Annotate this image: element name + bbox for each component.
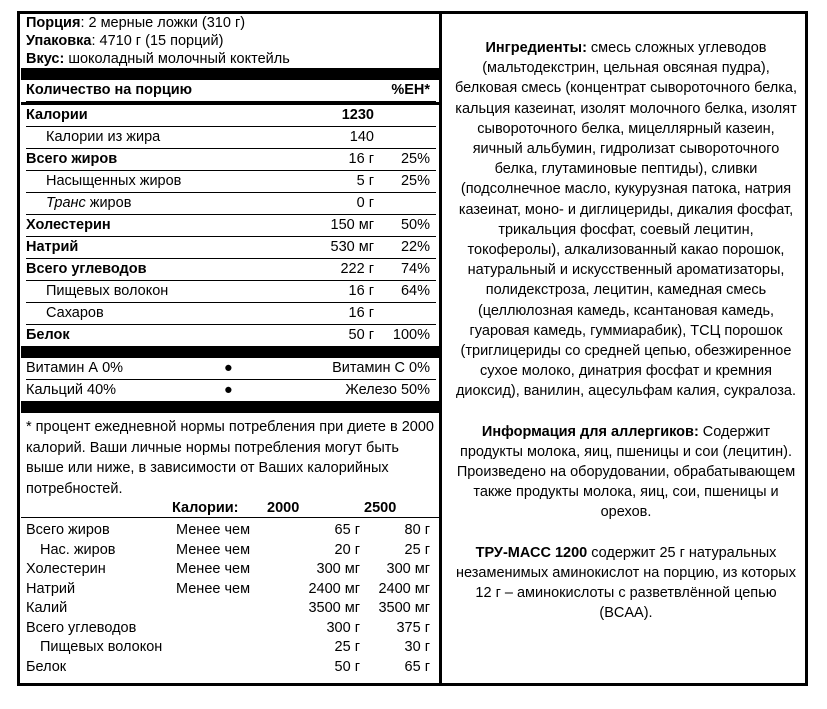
fact-value: 222 г	[340, 261, 374, 277]
daily-value-2000: 3500 мг	[308, 600, 360, 616]
fact-row-protein	[26, 325, 436, 346]
daily-value-2000: 300 г	[326, 619, 360, 636]
daily-condition: Менее чем	[176, 580, 251, 597]
portion-line	[26, 14, 436, 32]
fact-label: Пищевых волокон	[46, 283, 169, 299]
daily-name: Всего жиров	[26, 522, 110, 538]
daily-value-2000: 20 г	[334, 541, 360, 558]
amount-label: Количество на порцию	[26, 82, 193, 98]
daily-name: Всего углеводов	[26, 619, 137, 636]
fact-value: 16 г	[348, 283, 374, 299]
en-label: %ЕН*	[391, 82, 430, 98]
fact-label: Сахаров	[46, 305, 104, 321]
fact-row-calories	[26, 105, 436, 127]
ingredients-text: смесь сложных углеводов (мальтодекстрин, цельная овсяная пудра), белковая смесь (концентрат сывороточного белка, кальция казеинат, изолят молочного белка, изолят сывороточного белка, мицеллярный казеин, яичный альбумин, гидролизат сывороточного белка, глутаминовые пептиды), сливки (подсолнечное масло, кукурузная патока, натрия казеинат, моно- и диглицериды, дикалия фосфат, трикальция фосфат, соевый лецитин, токоферолы), алкализованный какао порошок, натуральный и искусственный ароматизаторы, полидекстроза, лецитин, камедная смесь (целлюлозная камедь, ксантановая камедь, гуаровая камедь, гуммиарабик), ТСЦ порошок (триглицериды со средней цепью, обезжиренное сухое молоко, динатрия фосфат и кремния диоксид), ванилин, ацесульфам калия, сукралоза.	[454, 40, 798, 400]
daily-value-2000: 50 г	[334, 658, 360, 675]
daily-name: Натрий	[26, 580, 76, 597]
fact-label: Всего углеводов	[26, 261, 147, 277]
fact-row-cholesterol	[26, 215, 436, 237]
allergy-paragraph	[452, 422, 800, 523]
daily-name: Белок	[26, 658, 67, 675]
daily-row	[26, 619, 436, 639]
daily-name: Калий	[26, 600, 68, 616]
product-name: ТРУ-МАСС 1200	[475, 544, 588, 561]
fact-label: Всего жиров	[26, 151, 118, 167]
thick-separator	[21, 401, 441, 413]
fact-label: Калории из жира	[46, 129, 161, 145]
daily-value-2500: 375 г	[396, 619, 430, 636]
ingredients-panel	[452, 38, 800, 643]
fact-row-total-fat	[26, 149, 436, 171]
daily-row	[26, 521, 436, 541]
daily-row	[26, 560, 436, 580]
fact-pct: 50%	[400, 217, 430, 233]
daily-table	[26, 521, 436, 677]
fact-pct: 100%	[392, 327, 430, 343]
fact-value: 1230	[341, 107, 374, 123]
col-2500: 2500	[364, 500, 397, 516]
col-2000: 2000	[267, 500, 300, 516]
fact-value: 530 мг	[330, 239, 374, 255]
daily-row	[26, 638, 436, 658]
fact-pct: 25%	[400, 173, 430, 189]
daily-name: Холестерин	[26, 561, 106, 577]
fact-row-sugars	[26, 303, 436, 325]
daily-name: Пищевых волокон	[40, 639, 163, 655]
daily-value-2500: 300 мг	[386, 561, 430, 577]
fact-label: Холестерин	[26, 217, 111, 233]
pack-label: Упаковка	[26, 33, 92, 49]
trans-italic: Транс	[46, 195, 86, 211]
taste-value: шоколадный молочный коктейль	[64, 51, 290, 67]
vitamin-left: Кальций 40%	[26, 382, 117, 398]
thick-separator	[21, 68, 441, 80]
vitamin-right: Железо 50%	[345, 382, 430, 398]
nutrition-facts-panel	[26, 14, 436, 677]
fact-label: Белок	[26, 327, 70, 343]
fact-row-fat-calories	[26, 127, 436, 149]
daily-value-2000: 65 г	[334, 522, 360, 538]
product-paragraph	[452, 543, 800, 624]
portion-value: : 2 мерные ложки (310 г)	[80, 15, 246, 31]
pack-value: : 4710 г (15 порций)	[91, 33, 224, 49]
thick-separator	[21, 346, 441, 358]
ingredients-label: Ингредиенты:	[485, 40, 587, 56]
daily-value-2000: 25 г	[334, 639, 360, 655]
daily-condition: Менее чем	[176, 522, 251, 538]
daily-row	[26, 599, 436, 619]
trans-rest: жиров	[85, 195, 132, 211]
footnote: * процент ежедневной нормы потребления при диете в 2000 калорий. Ваши личные нормы потребления могут быть выше или ниже, в зависимости от Ваших калорийных потребностей.	[26, 419, 434, 497]
daily-row	[26, 580, 436, 600]
fact-label: Калории	[26, 107, 88, 123]
vitamin-row	[26, 358, 436, 380]
daily-row	[26, 541, 436, 561]
fact-value: 0 г	[356, 195, 374, 211]
daily-condition: Менее чем	[176, 541, 251, 558]
vitamin-left: Витамин А 0%	[26, 360, 124, 376]
ingredients-paragraph	[452, 38, 800, 402]
calories-label: Калории:	[172, 500, 239, 516]
daily-row	[26, 658, 436, 678]
allergy-label: Информация для аллергиков:	[481, 423, 699, 440]
daily-value-2500: 65 г	[404, 658, 430, 675]
fact-pct: 74%	[400, 261, 430, 277]
daily-condition: Менее чем	[176, 561, 251, 577]
fact-row-saturated-fat	[26, 171, 436, 193]
bullet-icon: ●	[224, 382, 233, 398]
fact-value: 16 г	[348, 305, 374, 321]
fact-value: 140	[349, 129, 374, 145]
amount-header	[26, 80, 436, 102]
portion-label: Порция	[26, 15, 81, 31]
bullet-icon: ●	[224, 360, 233, 376]
fact-value: 16 г	[348, 151, 374, 167]
fact-label: Насыщенных жиров	[46, 173, 182, 189]
fact-pct: 25%	[400, 151, 430, 167]
allergy-text: Содержит продукты молока, яиц, пшеницы и сои (лецитин). Произведено на оборудовании, обрабатывающем также продукты молока, яиц, сои, пшеницы и орехов.	[456, 423, 796, 521]
product-text: содержит 25 г натуральных незаменимых аминокислот на порцию, из которых 12 г – аминокислоты с разветвлённой цепью (BCAA).	[456, 544, 796, 622]
fact-value: 150 мг	[330, 217, 374, 233]
daily-name: Нас. жиров	[40, 541, 116, 558]
daily-header	[26, 499, 436, 517]
pack-line	[26, 32, 436, 50]
daily-value-2500: 25 г	[404, 541, 430, 558]
taste-label: Вкус:	[26, 51, 65, 67]
fact-row-sodium	[26, 237, 436, 259]
fact-label: Натрий	[26, 239, 79, 255]
fact-row-fiber	[26, 281, 436, 303]
daily-value-2500: 80 г	[404, 522, 430, 538]
fact-label	[46, 193, 131, 214]
fact-pct: 64%	[400, 283, 430, 299]
fact-value: 5 г	[356, 173, 374, 189]
fact-row-trans-fat	[26, 193, 436, 215]
fact-row-total-carbs	[26, 259, 436, 281]
daily-value-2500: 3500 мг	[378, 600, 430, 616]
fact-value: 50 г	[348, 327, 374, 343]
fact-pct: 22%	[400, 239, 430, 255]
taste-line	[26, 50, 436, 68]
daily-value-2500: 2400 мг	[378, 580, 430, 597]
vitamin-right: Витамин С 0%	[332, 360, 430, 376]
daily-value-2000: 2400 мг	[308, 580, 360, 597]
daily-value-2000: 300 мг	[316, 561, 360, 577]
daily-value-2500: 30 г	[404, 639, 430, 655]
vitamin-row	[26, 380, 436, 401]
